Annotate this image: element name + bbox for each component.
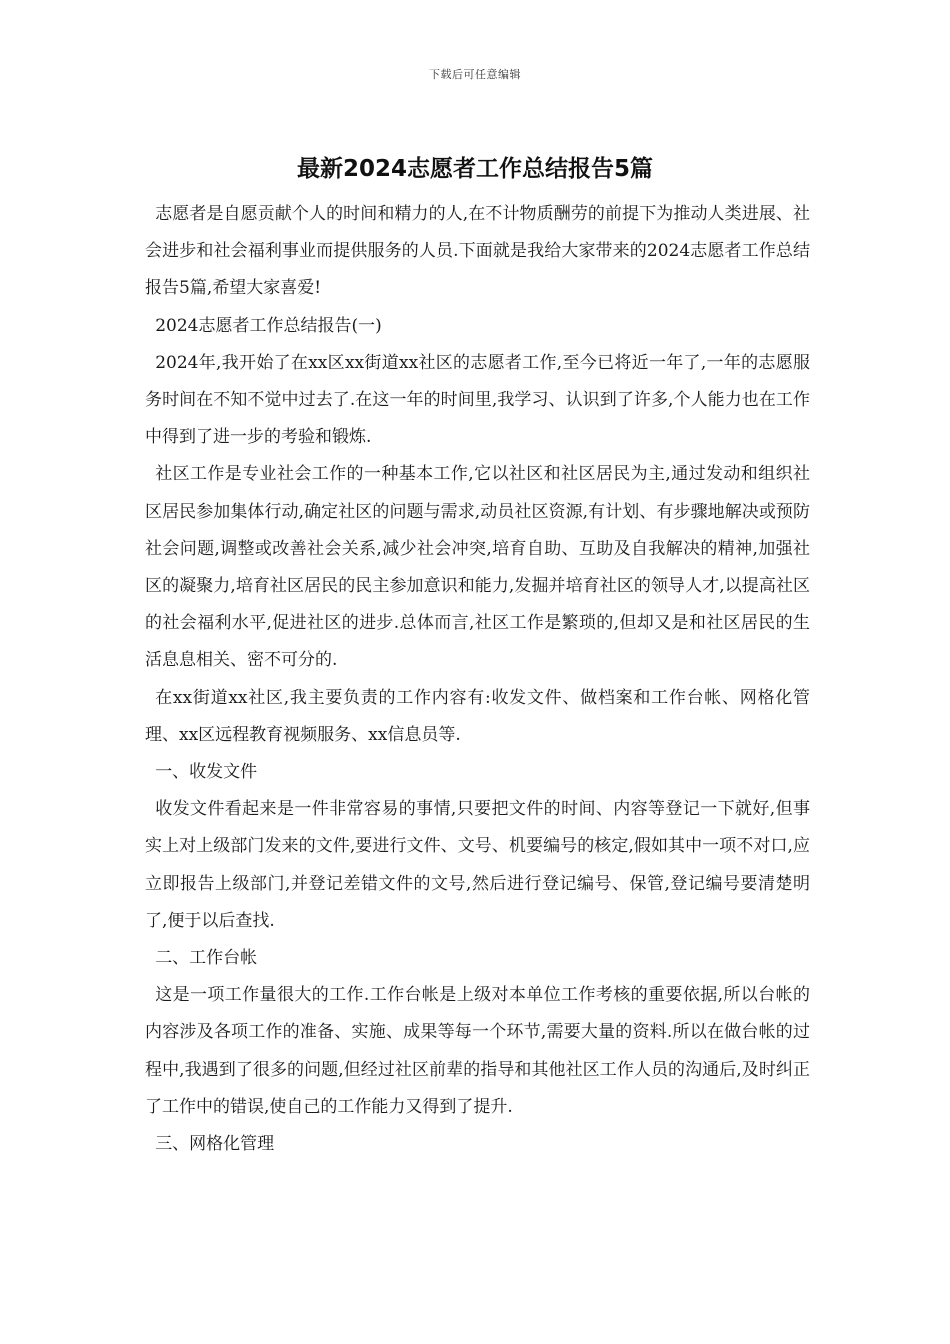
section-heading-report-1: 2024志愿者工作总结报告(一) [155, 315, 382, 336]
subheading-grid-management: 三、网格化管理 [155, 1134, 275, 1155]
body-paragraph: 在xx街道xx社区,我主要负责的工作内容有:收发文件、做档案和工作台帐、网格化管理、xx区远程教育视频服务、xx信息员等. [145, 687, 810, 745]
body-paragraph: 2024年,我开始了在xx区xx街道xx社区的志愿者工作,至今已将近一年了,一年的志愿服务时间在不知不觉中过去了.在这一年的时间里,我学习、认识到了许多,个人能力也在工作中得到了进一步的考验和锻炼. [145, 352, 810, 448]
subheading-work-ledger: 二、工作台帐 [155, 948, 258, 969]
page-header-note: 下载后可任意编辑 [429, 68, 521, 81]
body-paragraph: 收发文件看起来是一件非常容易的事情,只要把文件的时间、内容等登记一下就好,但事实上对上级部门发来的文件,要进行文件、文号、机要编号的核定,假如其中一项不对口,应立即报告上级部门,并登记差错文件的文号,然后进行登记编号、保管,登记编号要清楚明了,便于以后查找. [145, 799, 810, 931]
subheading-file-handling: 一、收发文件 [155, 762, 258, 783]
body-paragraph: 社区工作是专业社会工作的一种基本工作,它以社区和社区居民为主,通过发动和组织社区居民参加集体行动,确定社区的问题与需求,动员社区资源,有计划、有步骤地解决或预防社会问题,调整或改善社会关系,减少社会冲突,培育自助、互助及自我解决的精神,加强社区的凝聚力,培育社区居民的民主参加意识和能力,发掘并培育社区的领导人才,以提高社区的社会福利水平,促进社区的进步.总体而言,社区工作是繁琐的,但却又是和社区居民的生活息息相关、密不可分的. [145, 464, 810, 671]
body-paragraph: 这是一项工作量很大的工作.工作台帐是上级对本单位工作考核的重要依据,所以台帐的内容涉及各项工作的准备、实施、成果等每一个环节,需要大量的资料.所以在做台帐的过程中,我遇到了很多的问题,但经过社区前辈的指导和其他社区工作人员的沟通后,及时纠正了工作中的错误,使自己的工作能力又得到了提升. [145, 985, 810, 1117]
document-body [145, 196, 810, 1163]
document-title: 最新2024志愿者工作总结报告5篇 [296, 156, 654, 182]
intro-paragraph: 志愿者是自愿贡献个人的时间和精力的人,在不计物质酬劳的前提下为推动人类进展、社会进步和社会福利事业而提供服务的人员.下面就是我给大家带来的2024志愿者工作总结报告5篇,希望大家喜爱! [145, 204, 810, 299]
